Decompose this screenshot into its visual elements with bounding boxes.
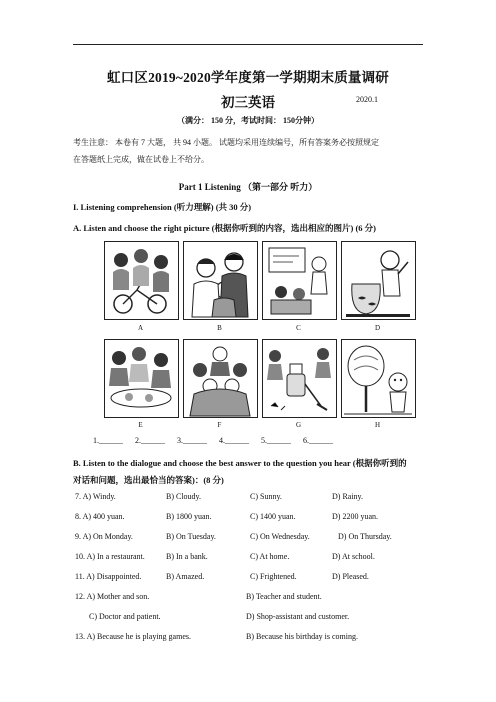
question-7-a: 7. A) Windy. — [75, 492, 116, 501]
trees-icon — [342, 340, 415, 417]
section-b-line-1: B. Listen to the dialogue and choose the best answer to the question you hear (根据你听到的 — [73, 458, 407, 468]
classroom-icon — [263, 242, 336, 319]
question-13-b: B) Because his birthday is coming. — [246, 632, 358, 641]
exam-notice — [73, 134, 425, 168]
answer-blank-2[interactable]: 2.______ — [135, 436, 165, 445]
question-11-c: C) Frightened. — [250, 572, 297, 581]
question-7-d: D) Rainy. — [332, 492, 364, 501]
exam-title: 虹口区2019~2020学年度第一学期期末质量调研 — [106, 70, 390, 85]
score-info: （满分： 150 分，考试时间： 150分钟） — [177, 116, 319, 125]
notice-line-2: 在答题纸上完成，做在试卷上不给分。 — [73, 155, 209, 164]
robot-cleaning-icon — [263, 340, 336, 417]
question-7-c: C) Sunny. — [250, 492, 282, 501]
picture-b — [183, 241, 258, 320]
section-b-title — [73, 455, 429, 489]
question-9-c: C) On Wednesday. — [250, 532, 310, 541]
picture-label-g: G — [295, 421, 302, 429]
exam-subtitle: 初三英语 — [221, 95, 275, 110]
answer-blanks — [93, 436, 343, 445]
picture-label-d: D — [374, 324, 381, 332]
picture-label-c: C — [296, 324, 301, 332]
picture-d — [341, 241, 416, 320]
part-title: Part 1 Listening （第一部分 听力） — [178, 182, 318, 192]
top-rule — [73, 44, 423, 45]
question-10-c: C) At home. — [250, 552, 290, 561]
question-11-a: 11. A) Disappointed. — [75, 572, 142, 581]
picture-label-a: A — [137, 324, 144, 332]
answer-blank-4[interactable]: 4.______ — [219, 436, 249, 445]
question-12-c: C) Doctor and patient. — [89, 612, 161, 621]
picture-f — [183, 339, 258, 418]
answer-blank-6[interactable]: 6.______ — [303, 436, 333, 445]
picture-label-b: B — [217, 324, 222, 332]
answer-blank-3[interactable]: 3.______ — [177, 436, 207, 445]
section-a-title: A. Listen and choose the right picture (根据你听到的内容，选出相应的图片) (6 分) — [73, 223, 377, 233]
answer-blank-1[interactable]: 1.______ — [93, 436, 123, 445]
question-8-c: C) 1400 yuan. — [250, 512, 296, 521]
picture-label-f: F — [217, 421, 222, 429]
picture-h — [341, 339, 416, 418]
question-9-a: 9. A) On Monday. — [75, 532, 133, 541]
question-9-b: B) On Tuesday. — [166, 532, 216, 541]
picture-grid — [104, 241, 416, 429]
boy-fishbowl-icon — [342, 242, 415, 319]
question-12-d: D) Shop-assistant and customer. — [246, 612, 350, 621]
friends-group-icon — [184, 340, 257, 417]
question-9-d: D) On Thursday. — [338, 532, 392, 541]
question-11-d: D) Pleased. — [332, 572, 369, 581]
section-1-title: I. Listening comprehension (听力理解) (共 30 分) — [73, 202, 252, 212]
picture-label-h: H — [374, 421, 381, 429]
family-icon — [184, 242, 257, 319]
section-b-line-2: 对话和问题，选出最恰当的答案)：(8 分) — [73, 475, 224, 485]
picture-e — [104, 339, 179, 418]
question-8-d: D) 2200 yuan. — [332, 512, 378, 521]
question-13-a: 13. A) Because he is playing games. — [75, 632, 191, 641]
question-10-b: B) In a bank. — [166, 552, 208, 561]
question-10-d: D) At school. — [332, 552, 375, 561]
family-dinner-icon — [105, 340, 178, 417]
question-12-b: B) Teacher and student. — [246, 592, 322, 601]
question-7-b: B) Cloudy. — [166, 492, 202, 501]
notice-line-1: 考生注意： 本卷有 7 大题， 共 94 小题。 试题均采用连续编号，所有答案务必按照规定 — [73, 138, 379, 147]
question-8-b: B) 1800 yuan. — [166, 512, 212, 521]
picture-g — [262, 339, 337, 418]
people-cycling-icon — [105, 242, 178, 319]
picture-c — [262, 241, 337, 320]
answer-blank-5[interactable]: 5.______ — [261, 436, 291, 445]
question-12-a: 12. A) Mother and son. — [75, 592, 150, 601]
question-10-a: 10. A) In a restaurant. — [75, 552, 145, 561]
picture-label-e: E — [138, 421, 143, 429]
question-8-a: 8. A) 400 yuan. — [75, 512, 125, 521]
picture-a — [104, 241, 179, 320]
question-11-b: B) Amazed. — [166, 572, 205, 581]
exam-date: 2020.1 — [356, 95, 378, 104]
